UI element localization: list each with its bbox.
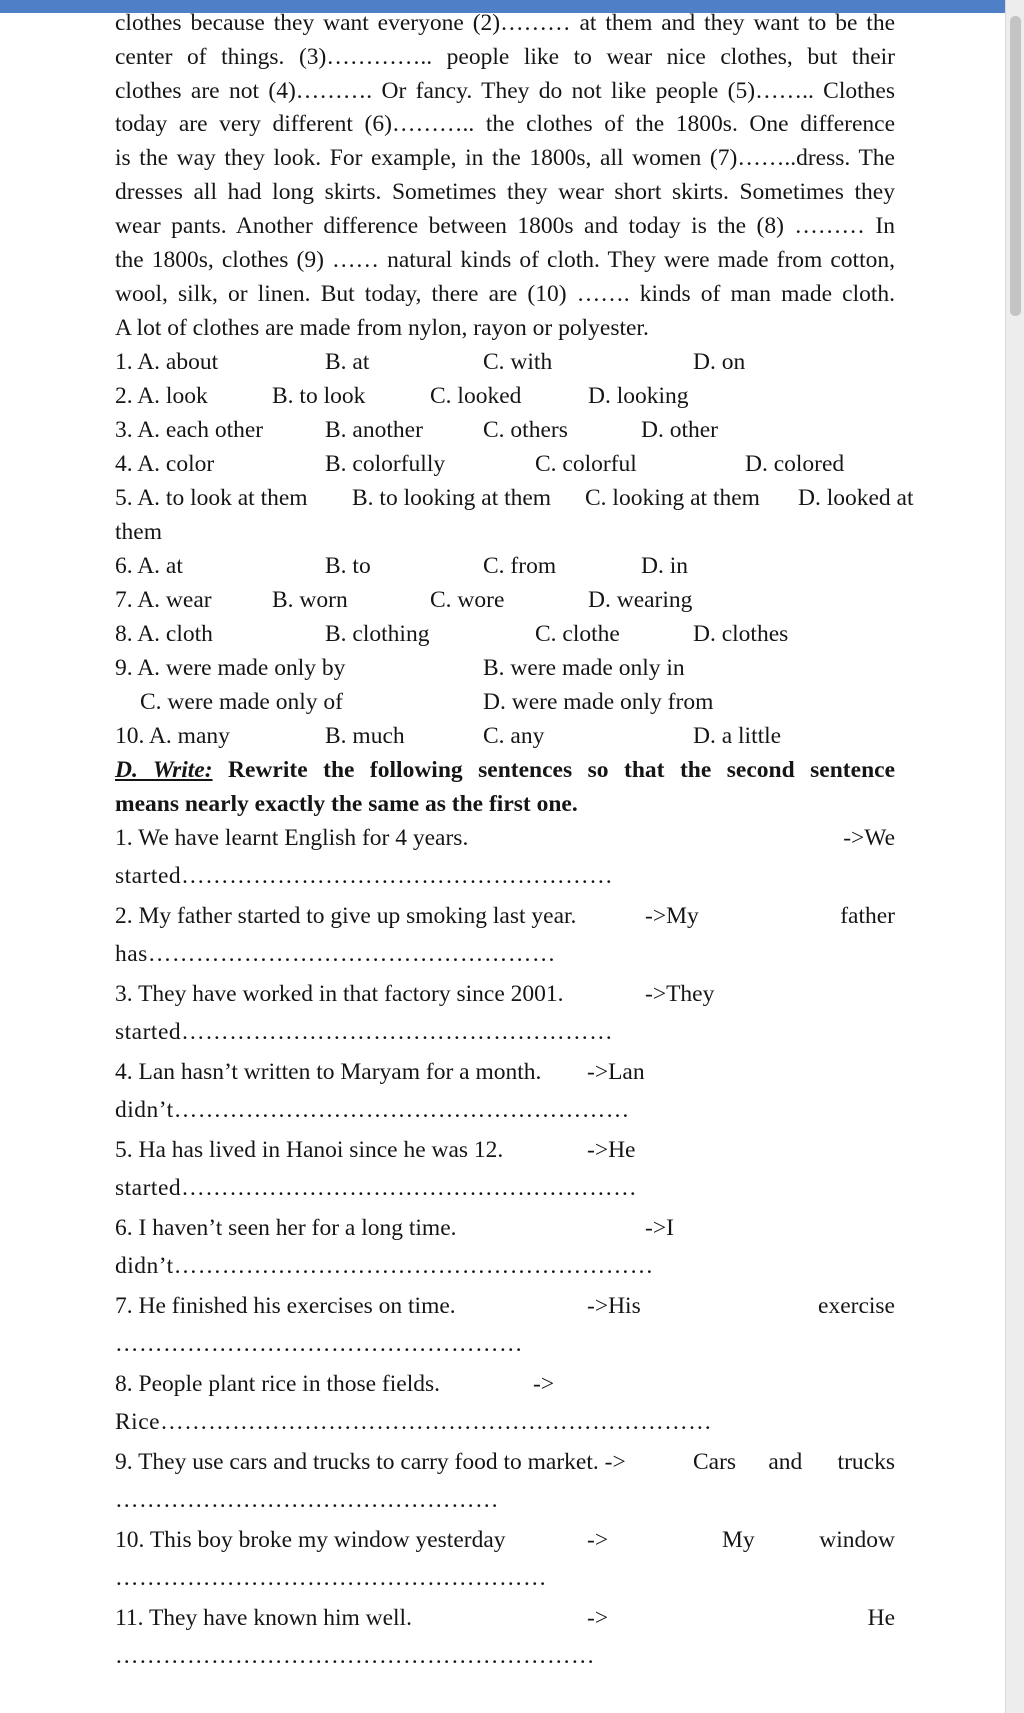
option-a: 3. A. each other bbox=[115, 417, 264, 443]
option-c: C. any bbox=[483, 723, 545, 749]
passage-line: A lot of clothes are made from nylon, rayon or polyester. bbox=[115, 315, 649, 341]
option-a: 6. A. at bbox=[115, 553, 183, 579]
question-2 bbox=[115, 381, 895, 411]
option-d: D. in bbox=[641, 553, 688, 579]
rewrite-cue-2: My window bbox=[722, 1527, 895, 1553]
option-d: D. clothes bbox=[693, 621, 789, 647]
rewrite-cue: ->My bbox=[645, 903, 699, 929]
option-b: B. worn bbox=[272, 587, 348, 613]
scrollbar[interactable] bbox=[1005, 0, 1024, 1713]
question-1 bbox=[115, 347, 895, 377]
rewrite-cue: ->They bbox=[645, 981, 715, 1007]
option-b: B. colorfully bbox=[325, 451, 446, 477]
question-10 bbox=[115, 721, 895, 751]
rewrite-sentence: 10. This boy broke my window yesterday bbox=[115, 1527, 506, 1553]
option-a: 2. A. look bbox=[115, 383, 208, 409]
passage-line: wool, silk, or linen. But today, there are (10) ……. kinds of man made cloth. bbox=[115, 281, 895, 307]
question-4 bbox=[115, 449, 895, 479]
answer-line[interactable]: has…………………………………………… bbox=[115, 941, 556, 967]
rewrite-item-1 bbox=[115, 823, 895, 853]
answer-line[interactable]: started……………………………………………… bbox=[115, 863, 614, 889]
answer-line[interactable]: started………………………………………………… bbox=[115, 1175, 638, 1201]
option-c: C. from bbox=[483, 553, 557, 579]
option-c: C. looked bbox=[430, 383, 522, 409]
question-6 bbox=[115, 551, 895, 581]
option-d: D. looking bbox=[588, 383, 689, 409]
option-a: 5. A. to look at them bbox=[115, 485, 308, 511]
rewrite-cue: ->Lan bbox=[587, 1059, 645, 1085]
rewrite-sentence: 9. They use cars and trucks to carry food to market. -> bbox=[115, 1449, 626, 1475]
question-8 bbox=[115, 619, 895, 649]
passage-line: clothes are not (4)………. Or fancy. They do not like people (5)…….. Clothes bbox=[115, 78, 895, 104]
rewrite-item-11 bbox=[115, 1603, 895, 1633]
rewrite-cue-2: and trucks bbox=[768, 1449, 895, 1475]
rewrite-item-10 bbox=[115, 1525, 895, 1555]
option-a: 9. A. were made only by bbox=[115, 655, 346, 681]
passage-line: the 1800s, clothes (9) …… natural kinds of cloth. They were made from cotton, bbox=[115, 247, 895, 273]
option-a: 4. A. color bbox=[115, 451, 215, 477]
passage-line: clothes because they want everyone (2)……… at them and they want to be the bbox=[115, 10, 895, 36]
rewrite-cue: -> bbox=[587, 1527, 609, 1553]
rewrite-cue-2: exercise bbox=[818, 1293, 895, 1319]
question-5 bbox=[115, 483, 914, 513]
question-3 bbox=[115, 415, 895, 445]
rewrite-cue: ->He bbox=[587, 1137, 636, 1163]
rewrite-sentence: 5. Ha has lived in Hanoi since he was 12. bbox=[115, 1137, 504, 1163]
rewrite-sentence: 3. They have worked in that factory since 2001. bbox=[115, 981, 564, 1007]
option-c: C. colorful bbox=[535, 451, 637, 477]
option-c: C. looking at them bbox=[585, 485, 760, 511]
rewrite-sentence: 8. People plant rice in those fields. bbox=[115, 1371, 441, 1397]
rewrite-cue-2: He bbox=[867, 1605, 895, 1631]
section-d-heading bbox=[115, 755, 895, 785]
answer-line[interactable]: didn’t…………………………………………………… bbox=[115, 1253, 654, 1279]
passage-line: today are very different (6)……….. the clothes of the 1800s. One difference bbox=[115, 111, 895, 137]
option-a: 10. A. many bbox=[115, 723, 230, 749]
rewrite-sentence: 7. He finished his exercises on time. bbox=[115, 1293, 456, 1319]
rewrite-cue: Cars bbox=[693, 1449, 737, 1475]
rewrite-cue-2: father bbox=[840, 903, 895, 929]
answer-line[interactable]: ………………………………………… bbox=[115, 1487, 499, 1513]
question-5-continuation: them bbox=[115, 519, 162, 545]
rewrite-sentence: 4. Lan hasn’t written to Maryam for a month. bbox=[115, 1059, 542, 1085]
option-b: B. much bbox=[325, 723, 405, 749]
rewrite-item-4 bbox=[115, 1057, 895, 1087]
answer-line[interactable]: …………………………………………………… bbox=[115, 1643, 595, 1669]
passage-line: wear pants. Another difference between 1800s and today is the (8) ……… In bbox=[115, 213, 895, 239]
option-d: D. other bbox=[641, 417, 719, 443]
option-a: 7. A. wear bbox=[115, 587, 212, 613]
rewrite-cue: ->His bbox=[587, 1293, 641, 1319]
option-c: C. wore bbox=[430, 587, 505, 613]
option-b: B. to bbox=[325, 553, 371, 579]
rewrite-cue: ->We bbox=[843, 825, 895, 851]
option-d: D. looked at bbox=[798, 485, 914, 511]
rewrite-item-6 bbox=[115, 1213, 895, 1243]
option-c: C. others bbox=[483, 417, 568, 443]
option-d: D. wearing bbox=[588, 587, 693, 613]
option-d: D. a little bbox=[693, 723, 782, 749]
section-d-instruction: Rewrite the following sentences so that the second sentence bbox=[228, 757, 895, 783]
question-9 bbox=[115, 653, 895, 683]
question-9-cont bbox=[115, 687, 895, 717]
rewrite-item-8 bbox=[115, 1369, 895, 1399]
option-c: C. with bbox=[483, 349, 553, 375]
rewrite-sentence: 2. My father started to give up smoking last year. bbox=[115, 903, 577, 929]
scrollbar-thumb[interactable] bbox=[1010, 16, 1021, 316]
passage-line: dresses all had long skirts. Sometimes they wear short skirts. Sometimes they bbox=[115, 179, 895, 205]
option-b: B. another bbox=[325, 417, 423, 443]
question-7 bbox=[115, 585, 895, 615]
answer-line[interactable]: ……………………………………………… bbox=[115, 1565, 547, 1591]
passage-line: is the way they look. For example, in the 1800s, all women (7)……..dress. The bbox=[115, 145, 895, 171]
rewrite-sentence: 11. They have known him well. bbox=[115, 1605, 412, 1631]
rewrite-cue: ->I bbox=[645, 1215, 674, 1241]
option-b: B. at bbox=[325, 349, 370, 375]
option-d: D. were made only from bbox=[483, 689, 714, 715]
answer-line[interactable]: didn’t………………………………………………… bbox=[115, 1097, 630, 1123]
option-b: B. to look bbox=[272, 383, 366, 409]
rewrite-cue: -> bbox=[587, 1605, 609, 1631]
option-c: C. were made only of bbox=[140, 689, 343, 715]
option-b: B. clothing bbox=[325, 621, 430, 647]
rewrite-sentence: 6. I haven’t seen her for a long time. bbox=[115, 1215, 457, 1241]
option-d: D. on bbox=[693, 349, 746, 375]
option-a: 1. A. about bbox=[115, 349, 219, 375]
option-c: C. clothe bbox=[535, 621, 620, 647]
section-d-label: D. Write: bbox=[115, 757, 213, 783]
section-d-instruction-2: means nearly exactly the same as the first one. bbox=[115, 791, 578, 817]
passage-line: center of things. (3)………….. people like to wear nice clothes, but their bbox=[115, 44, 895, 70]
answer-line[interactable]: Rice…………………………………………………………… bbox=[115, 1409, 713, 1435]
answer-line[interactable]: started……………………………………………… bbox=[115, 1019, 614, 1045]
rewrite-item-9 bbox=[115, 1447, 895, 1477]
option-d: D. colored bbox=[745, 451, 845, 477]
option-a: 8. A. cloth bbox=[115, 621, 213, 647]
rewrite-item-2 bbox=[115, 901, 895, 931]
rewrite-cue: -> bbox=[533, 1371, 555, 1397]
rewrite-item-3 bbox=[115, 979, 895, 1009]
rewrite-sentence: 1. We have learnt English for 4 years. bbox=[115, 825, 469, 851]
rewrite-item-5 bbox=[115, 1135, 895, 1165]
answer-line[interactable]: …………………………………………… bbox=[115, 1331, 523, 1357]
rewrite-item-7 bbox=[115, 1291, 895, 1321]
option-b: B. were made only in bbox=[483, 655, 685, 681]
option-b: B. to looking at them bbox=[352, 485, 552, 511]
